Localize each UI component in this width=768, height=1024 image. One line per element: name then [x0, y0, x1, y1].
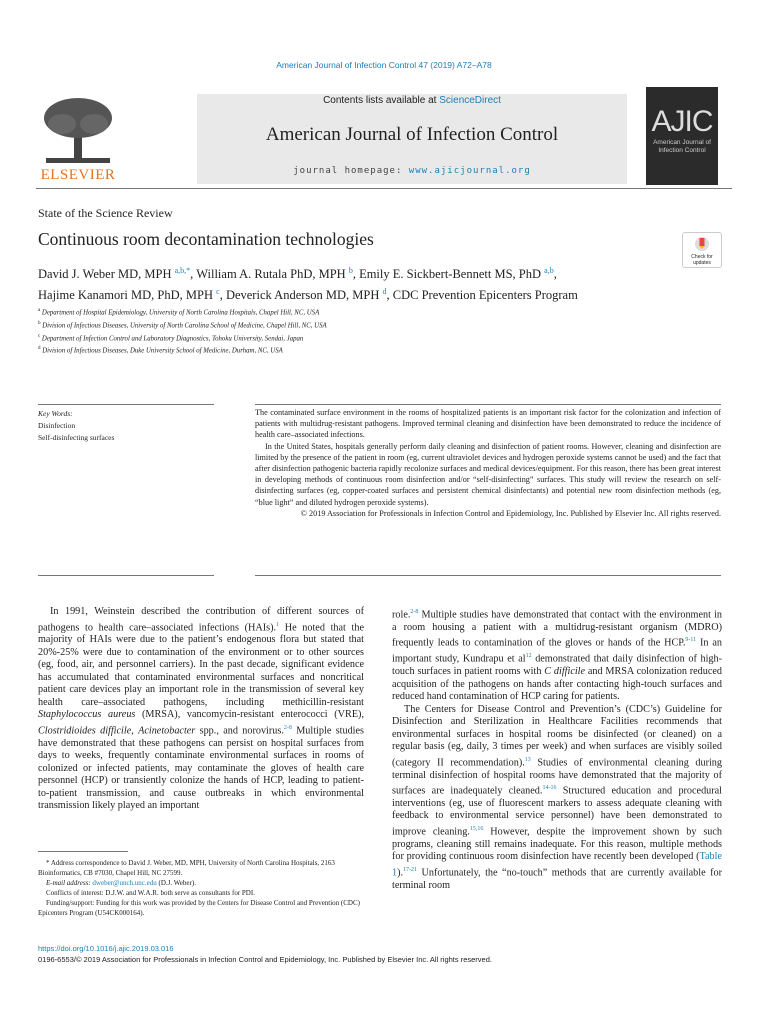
reference-link[interactable]: 1 — [276, 621, 280, 628]
abstract-top-rule — [255, 404, 721, 405]
crossmark-icon — [694, 236, 710, 252]
email-note: E-mail address: dweber@unch.unc.edu (D.J. Weber). — [46, 879, 196, 887]
issn-copyright: 0196-6553/© 2019 Association for Professionals in Infection Control and Epidemiology, Inc. Published by Elsevier Inc. All rights reserved. — [38, 955, 492, 964]
reference-link[interactable]: 2-8 — [410, 609, 419, 615]
body-column-right — [392, 606, 722, 892]
footnotes — [38, 858, 364, 918]
conflicts-note: Conflicts of interest: D.J.W. and W.A.R. both serve as consultants for PDI. — [46, 889, 255, 897]
reference-link[interactable]: 13 — [524, 756, 531, 763]
affiliations — [38, 306, 718, 357]
reference-link[interactable]: 14-16 — [542, 785, 557, 792]
keyword: Self-disinfecting surfaces — [38, 433, 115, 442]
body-paragraph: role.$^{2-8}$ Multiple studies have demonstrated that contact with the environment in a room housing a patient with a multidrug-resistant organism (MDRO) frequently leads to contamination of the gloves or hands of the HCP.$^{9-11}$ In an important study, Kundrapu et $al^{12}$ demonstrated that daily disinfection of high-touch surfaces in patient rooms with C difficile and MRSA colonization reduced acquisition of the pathogens on hands after contacting high-touch surfaces and reduced hand contamination of HCP caring for patients. — [392, 609, 723, 703]
contents-line: Contents lists available at ScienceDirect — [323, 95, 501, 106]
keywords-top-rule — [38, 404, 214, 405]
affiliation: $^d$ Division of Infectious Diseases, Duke University School of Medicine, Durham, NC, USA — [38, 346, 283, 355]
author[interactable]: William A. Rutala PhD, MPH $^b$ — [196, 266, 353, 282]
keywords-bottom-rule — [38, 575, 214, 576]
keyword: Disinfection — [38, 421, 76, 430]
author[interactable]: Hajime Kanamori MD, PhD, MPH $^c$ — [38, 287, 220, 303]
funding-note: Funding/support: Funding for this work was provided by the Centers for Disease Control and Prevention (CDC) Epicenters Program (U54CK000164). — [38, 899, 360, 917]
correspondence-note: * Address correspondence to David J. Weber, MD, MPH, University of North Carolina Hospitals, 2163 Bioinformatics, CB #7030, Chapel Hill, NC 27599. — [38, 859, 335, 877]
abstract-bottom-rule — [255, 575, 721, 576]
affiliation: $^b$ Division of Infectious Diseases, University of North Carolina School of Medicine, Chapel Hill, NC, USA — [38, 320, 327, 330]
tree-icon — [36, 96, 120, 168]
author[interactable]: Deverick Anderson MD, MPH $^d$ — [225, 287, 387, 303]
sciencedirect-link[interactable]: ScienceDirect — [439, 95, 501, 106]
doi-link[interactable]: https://doi.org/10.1016/j.ajic.2019.03.016 — [38, 944, 174, 953]
journal-name: American Journal of Infection Control — [265, 124, 559, 145]
header-divider — [36, 188, 732, 189]
email-link[interactable]: dweber@unch.unc.edu — [92, 879, 157, 887]
abstract-paragraph: The contaminated surface environment in the rooms of hospitalized patients is an important risk factor for the colonization and infection of patients with multidrug-resistant pathogens. Improved terminal cleaning and disinfection have been demonstrated to reduce the incidence of health care–associated infections. — [255, 408, 721, 440]
reference-link[interactable]: 9-11 — [685, 637, 697, 644]
reference-link[interactable]: 15,16 — [469, 825, 484, 832]
check-for-updates-badge[interactable]: Check for updates — [682, 232, 722, 268]
abstract-copyright: © 2019 Association for Professionals in Infection Control and Epidemiology, Inc. Published by Elsevier Inc. All rights reserved. — [300, 508, 721, 518]
affiliation: $^a$ Department of Hospital Epidemiology, University of North Carolina Hospitals, Chapel Hill, NC, USA — [38, 308, 320, 317]
author[interactable]: David J. Weber MD, MPH $^{a,b,*}$ — [38, 266, 191, 282]
table-1-link[interactable]: Table 1 — [392, 851, 722, 879]
reference-link[interactable]: 12 — [525, 653, 532, 660]
body-paragraph: In 1991, Weinstein described the contribution of different sources of pathogens to health care–associated infections (HAIs).$^1$ He noted that the majority of HAIs were due to the patient’s endogenous flora but stated that 20%-25% were due to contamination of the environment or to other sources (eg, food, air, and personnel carriers). In the past decade, significant evidence has accumulated that contaminated environmental surfaces and noncritical patient care devices play an important role in the transmission of several key health care–associated pathogens, including methicillin-resistant Staphylococcus aureus (MRSA), vancomycin-resistant enterococci (VRE), Clostridioides difficile, Acinetobacter spp., and norovirus.$^{2-8}$ Multiple studies have demonstrated that these pathogens can persist on hospital surfaces from days to weeks, frequently contaminate environmental surfaces in rooms of colonized or infected patients, may contaminate the gloves of health care personnel (HCP) or transiently colonize the hands of HCP, leading to patient-to-patient transmission, and cause outbreaks in which environmental transmission likely played an important — [38, 606, 364, 812]
footnote-rule — [38, 851, 128, 852]
body-column-left — [38, 606, 364, 813]
ajic-cover-logo[interactable]: AJIC American Journal of Infection Control — [646, 87, 718, 185]
author[interactable]: CDC Prevention Epicenters Program — [392, 288, 578, 303]
journal-homepage: journal homepage: www.ajicjournal.org — [293, 166, 531, 176]
author-list: David J. Weber MD, MPH $^{a,b,*}$, William A. Rutala PhD, MPH $^b$, Emily E. Sickbert-Bennett MS, PhD $^{a,b}$, Hajime Kanamori MD, PhD, MPH $^c$, Deverick Anderson MD, MPH $^d$, CDC Prevention Epicenters Program — [38, 266, 578, 303]
abstract-paragraph: In the United States, hospitals generally perform daily cleaning and disinfection of patient rooms. However, cleaning and disinfection are limited by the presence of the patient in room (eg, current ultraviolet devices and hydrogen peroxide systems cannot be used) and the fact that after disinfection pathogenic bacteria rapidly recolonize surfaces and medical devices/equipment. For this reason, there has been great interest in developing methods of continuous room disinfection and/or “self-disinfecting” surfaces. This study will review the research on self-disinfecting surfaces (eg, copper-coated surfaces and persistent chemical disinfectants) and potential new room disinfection methods (eg, “blue light” and diluted hydrogen peroxide systems). — [255, 441, 721, 507]
author[interactable]: Emily E. Sickbert-Bennett MS, PhD $^{a,b}$ — [359, 266, 554, 282]
article-type: State of the Science Review — [38, 206, 173, 220]
affiliation: $^c$ Department of Infection Control and Laboratory Diagnostics, Tohoku University, Sendai, Japan — [38, 333, 304, 342]
elsevier-wordmark: ELSEVIER — [40, 167, 116, 183]
journal-citation[interactable]: American Journal of Infection Control 47 (2019) A72–A78 — [276, 60, 492, 70]
elsevier-logo — [36, 96, 120, 184]
homepage-link[interactable]: www.ajicjournal.org — [408, 166, 531, 176]
keywords-section — [38, 408, 114, 444]
article-title: Continuous room decontamination technologies — [38, 229, 374, 249]
reference-link[interactable]: 2-8 — [283, 724, 292, 731]
body-paragraph: The Centers for Disease Control and Prevention’s (CDC’s) Guideline for Disinfection and Sterilization in Healthcare Facilities recommends that environmental surfaces in hospital rooms be disinfected (or cleaned) on a regular basis (eg, daily, 3 times per week) and when surfaces are visibly soiled (category II recommendation).$^{13}$ Studies of environmental cleaning during terminal disinfection of hospital rooms have demonstrated that the majority of surfaces are inadequately cleaned.$^{14-16}$ Structured education and procedural interventions (eg, use of fluorescent markers to assess adequate cleaning with feedback to environmental service personnel) have been demonstrated to improve cleaning.$^{15,16}$ However, despite the improvement shown by such programs, cleaning still remains inadequate. For this reason, multiple methods for providing continuous room disinfection have recently been developed (Table 1).$^{17-21}$ Unfortunately, the “no-touch” methods that are currently available for terminal room — [392, 703, 722, 891]
abstract — [255, 407, 721, 519]
keywords-label: Key Words: — [38, 409, 73, 418]
reference-link[interactable]: 17-21 — [403, 866, 418, 873]
